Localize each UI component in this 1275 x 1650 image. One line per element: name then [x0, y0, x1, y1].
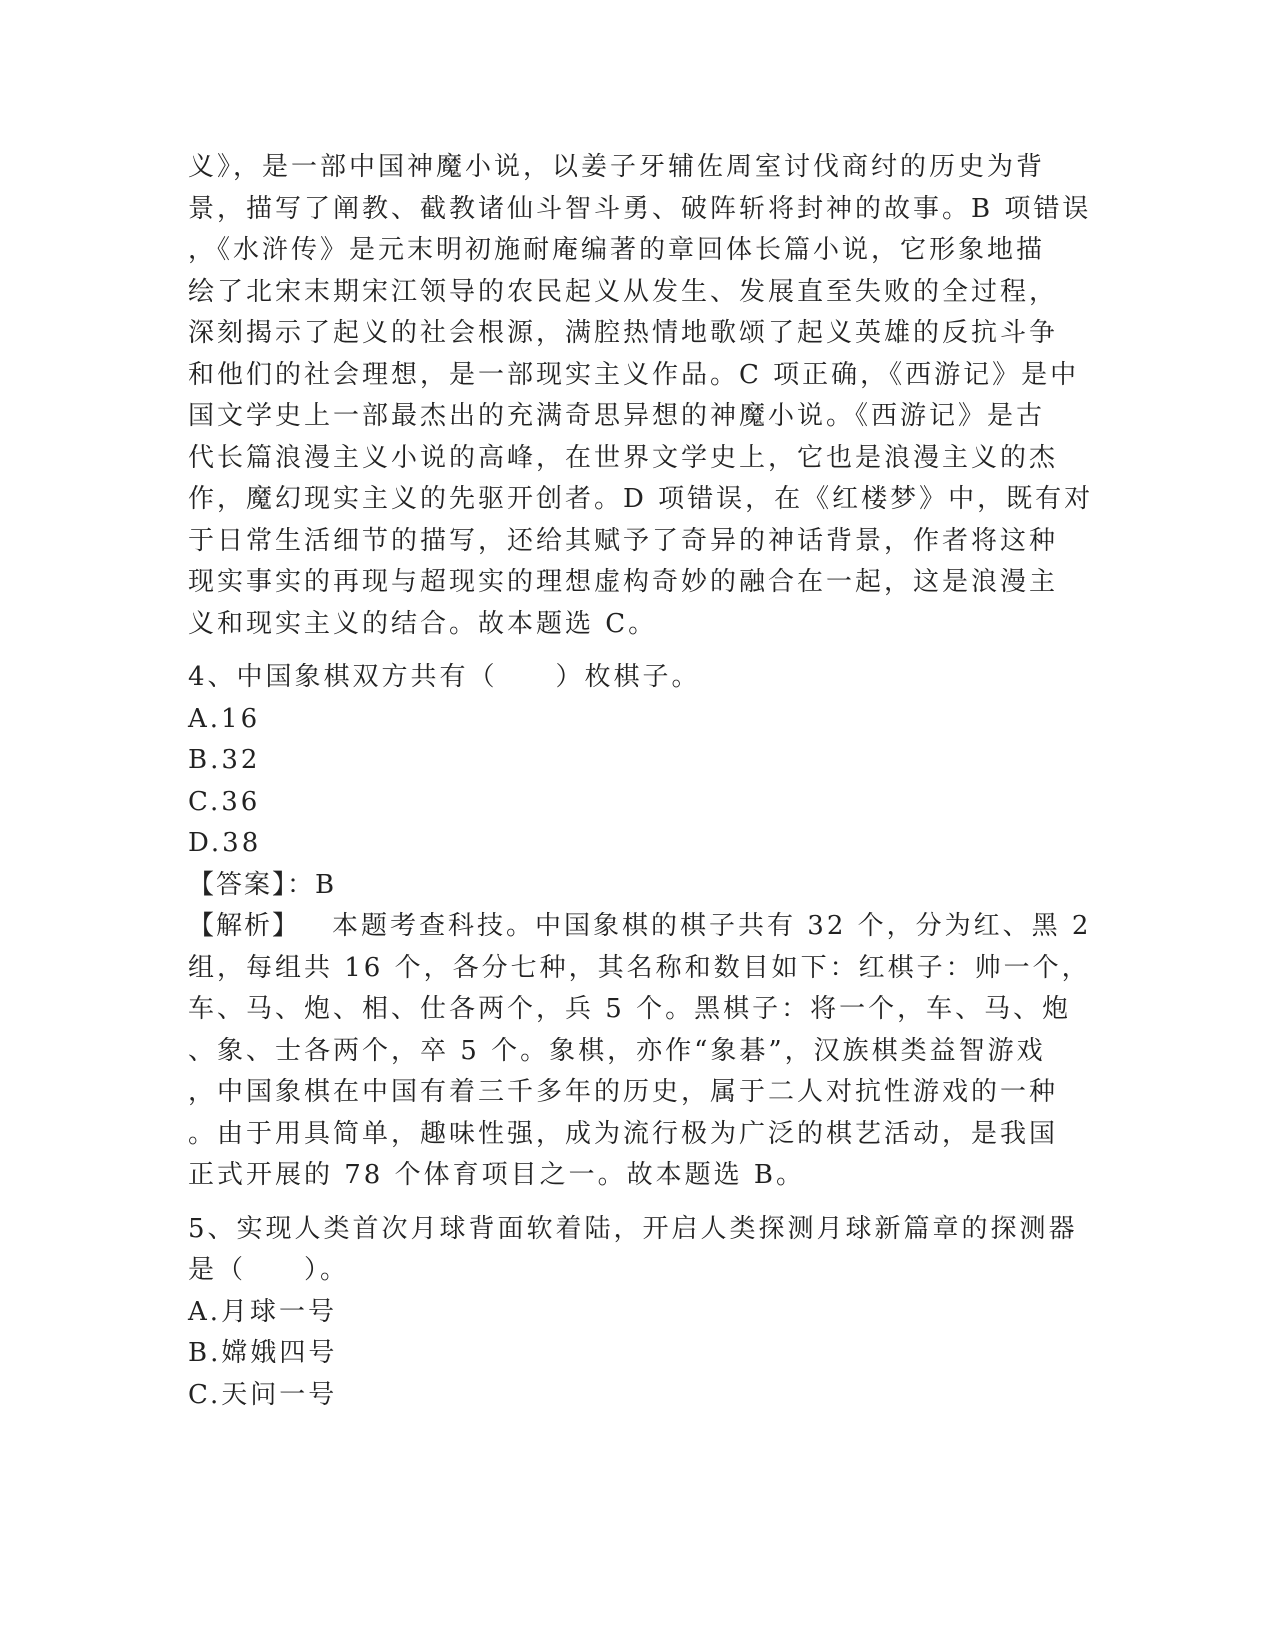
question-stem: 5、实现人类首次月球背面软着陆，开启人类探测月球新篇章的探测器 — [188, 1213, 1078, 1244]
paragraph-line: 作，魔幻现实主义的先驱开创者。D 项错误，在《红楼梦》中，既有对 — [188, 484, 1094, 514]
analysis-label: 【解析】 — [188, 911, 301, 941]
paragraph-line: 绘了北宋末期宋江领导的农民起义从发生、发展直至失败的全过程， — [188, 276, 1059, 307]
paragraph-line: 义》，是一部中国神魔小说，以姜子牙辅佐周室讨伐商纣的历史为背 — [188, 152, 1046, 182]
paragraph-line: ，中国象棋在中国有着三千多年的历史，属于二人对抗性游戏的一种 — [188, 1077, 1059, 1107]
document-body — [188, 147, 1094, 1416]
paragraph-line: 现实事实的再现与超现实的理想虚构奇妙的融合在一起，这是浪漫主 — [188, 567, 1059, 597]
question-stem: 是（ ）。 — [188, 1255, 350, 1285]
answer-label: 【答案】： — [188, 869, 316, 900]
analysis-line — [188, 906, 1092, 948]
previous-explanation — [188, 147, 1094, 645]
option-b: B.嫦娥四号 — [188, 1338, 338, 1368]
question-4 — [188, 657, 1092, 1197]
paragraph-line: 深刻揭示了起义的社会根源，满腔热情地歌颂了起义英雄的反抗斗争 — [188, 318, 1059, 348]
answer-line — [188, 865, 1088, 907]
option-a: A.月球一号 — [188, 1296, 338, 1327]
paragraph-line: 、象、士各两个，卒 5 个。象棋，亦作“象碁”，汉族棋类益智游戏 — [188, 1035, 1046, 1066]
option-c: C.36 — [188, 786, 261, 817]
paragraph-line: 组，每组共 16 个，各分七种，其名称和数目如下：红棋子：帅一个， — [188, 952, 1091, 983]
analysis-text: 本题考查科技。中国象棋的棋子共有 32 个，分为红、黑 2 — [332, 911, 1092, 941]
paragraph-line: 景，描写了阐教、截教诸仙斗智斗勇、破阵斩将封神的故事。B 项错误 — [188, 193, 1092, 224]
paragraph-line: 国文学史上一部最杰出的充满奇思异想的神魔小说。《西游记》是古 — [188, 401, 1046, 431]
paragraph-line: 。由于用具简单，趣味性强，成为流行极为广泛的棋艺活动，是我国 — [188, 1118, 1059, 1149]
answer-value: B — [315, 869, 338, 900]
option-d: D.38 — [188, 828, 262, 858]
paragraph-line: 正式开展的 78 个体育项目之一。故本题选 B。 — [188, 1160, 805, 1190]
question-stem: 4、中国象棋双方共有（ ）枚棋子。 — [188, 662, 701, 692]
paragraph-line: ，《水浒传》是元末明初施耐庵编著的章回体长篇小说，它形象地描 — [188, 235, 1046, 265]
option-a: A.16 — [188, 703, 261, 734]
paragraph-line: 代长篇浪漫主义小说的高峰，在世界文学史上，它也是浪漫主义的杰 — [188, 442, 1059, 473]
paragraph-line: 和他们的社会理想，是一部现实主义作品。C 项正确，《西游记》是中 — [188, 359, 1080, 390]
paragraph-line: 车、马、炮、相、仕各两个，兵 5 个。黑棋子：将一个，车、马、炮 — [188, 994, 1072, 1024]
paragraph-line: 于日常生活细节的描写，还给其赋予了奇异的神话背景，作者将这种 — [188, 525, 1059, 556]
question-5 — [188, 1209, 1088, 1417]
option-c: C.天问一号 — [188, 1379, 338, 1410]
paragraph-line: 义和现实主义的结合。故本题选 C。 — [188, 608, 658, 639]
option-b: B.32 — [188, 745, 261, 775]
